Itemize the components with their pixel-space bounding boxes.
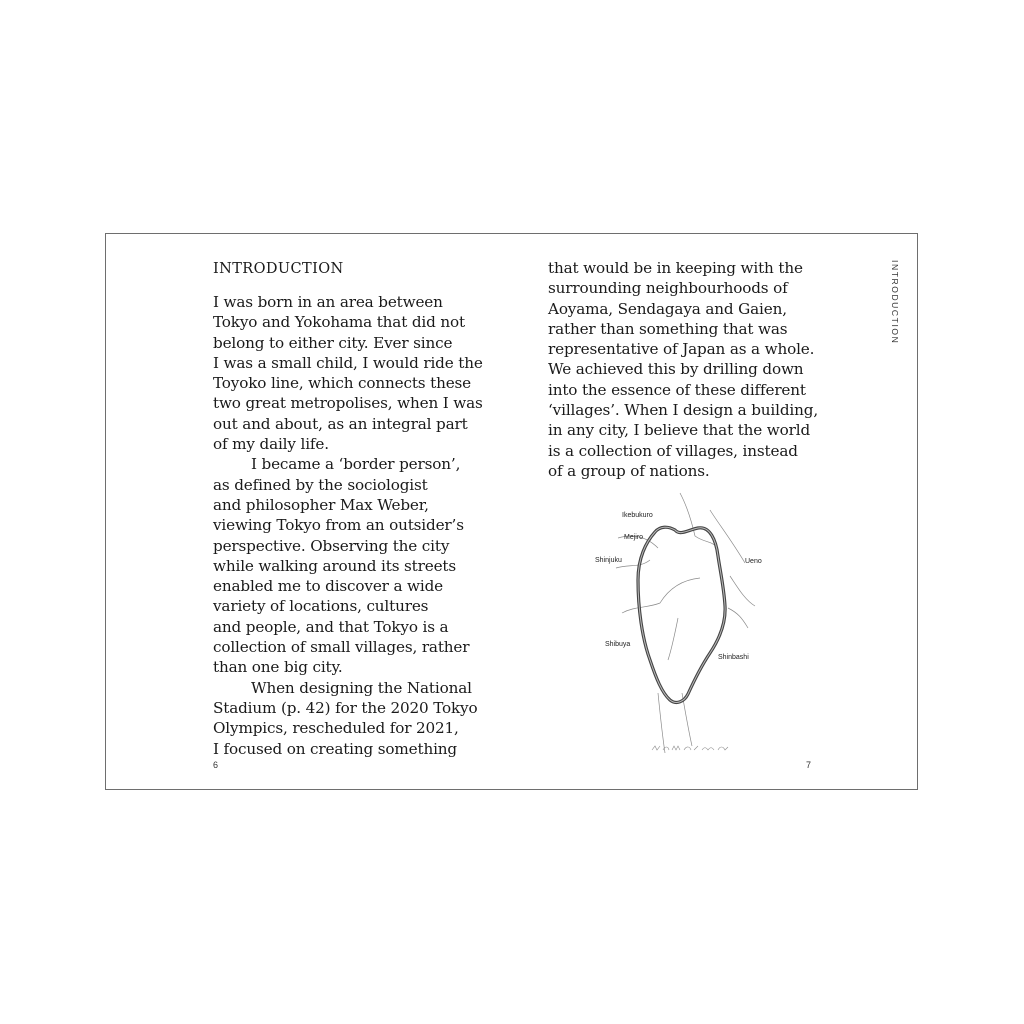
body-line: We achieved this by drilling down [548, 360, 804, 379]
body-line: into the essence of these different [548, 380, 806, 399]
body-line: than one big city. [213, 658, 343, 677]
tokyo-sketch-map [560, 488, 800, 768]
body-line: of a group of nations. [548, 461, 710, 480]
body-line: belong to either city. Ever since [213, 333, 453, 352]
body-line: Stadium (p. 42) for the 2020 Tokyo [213, 698, 478, 717]
map-label-mejiro: Mejiro [624, 534, 644, 541]
body-line: that would be in keeping with the [548, 259, 803, 277]
body-line: Olympics, rescheduled for 2021, [213, 719, 459, 738]
left-page-body [213, 292, 483, 759]
body-line: enabled me to discover a wide [213, 577, 444, 596]
body-line: I focused on creating something [213, 739, 457, 758]
running-head: INTRODUCTION [890, 260, 900, 345]
map-label-shibuya: Shibuya [605, 641, 631, 648]
body-line: ‘villages’. When I design a building, [548, 401, 818, 420]
body-line: viewing Tokyo from an outsider’s [213, 516, 464, 535]
body-line: Aoyama, Sendagaya and Gaien, [548, 299, 787, 318]
body-line: perspective. Observing the city [213, 536, 450, 555]
map-label-ikebukuro: Ikebukuro [622, 512, 653, 519]
body-line: Toyoko line, which connects these [213, 374, 472, 393]
body-line: is a collection of villages, instead [548, 441, 798, 460]
body-line: Tokyo and Yokohama that did not [213, 313, 465, 332]
body-line: out and about, as an integral part [213, 414, 468, 433]
body-line: of my daily life. [213, 435, 329, 454]
body-line: in any city, I believe that the world [548, 421, 811, 440]
map-label-ueno: Ueno [745, 558, 762, 565]
body-line: I was born in an area between [213, 293, 443, 311]
loop-highlight [638, 527, 725, 702]
right-page-body [548, 258, 818, 481]
body-line: two great metropolises, when I was [213, 394, 483, 413]
body-line: I was a small child, I would ride the [213, 353, 483, 372]
body-line: variety of locations, cultures [213, 597, 429, 616]
body-line: When designing the National [251, 678, 472, 697]
page-number-left: 6 [213, 760, 219, 770]
page-number-right: 7 [806, 760, 812, 770]
signature-icon [652, 746, 728, 750]
body-line: and philosopher Max Weber, [213, 495, 429, 514]
chapter-heading: INTRODUCTION [213, 261, 344, 277]
body-line: surrounding neighbourhoods of [548, 279, 788, 298]
body-line: as defined by the sociologist [213, 475, 428, 494]
body-line: and people, and that Tokyo is a [213, 617, 449, 636]
body-line: I became a ‘border person’, [251, 455, 461, 474]
body-line: representative of Japan as a whole. [548, 340, 815, 359]
yamanote-loop-icon [638, 527, 725, 702]
body-line: rather than something that was [548, 319, 788, 338]
map-label-shinbashi: Shinbashi [718, 654, 749, 661]
body-line: collection of small villages, rather [213, 638, 470, 657]
body-line: while walking around its streets [213, 556, 456, 575]
map-label-shinjuku: Shinjuku [595, 557, 622, 564]
